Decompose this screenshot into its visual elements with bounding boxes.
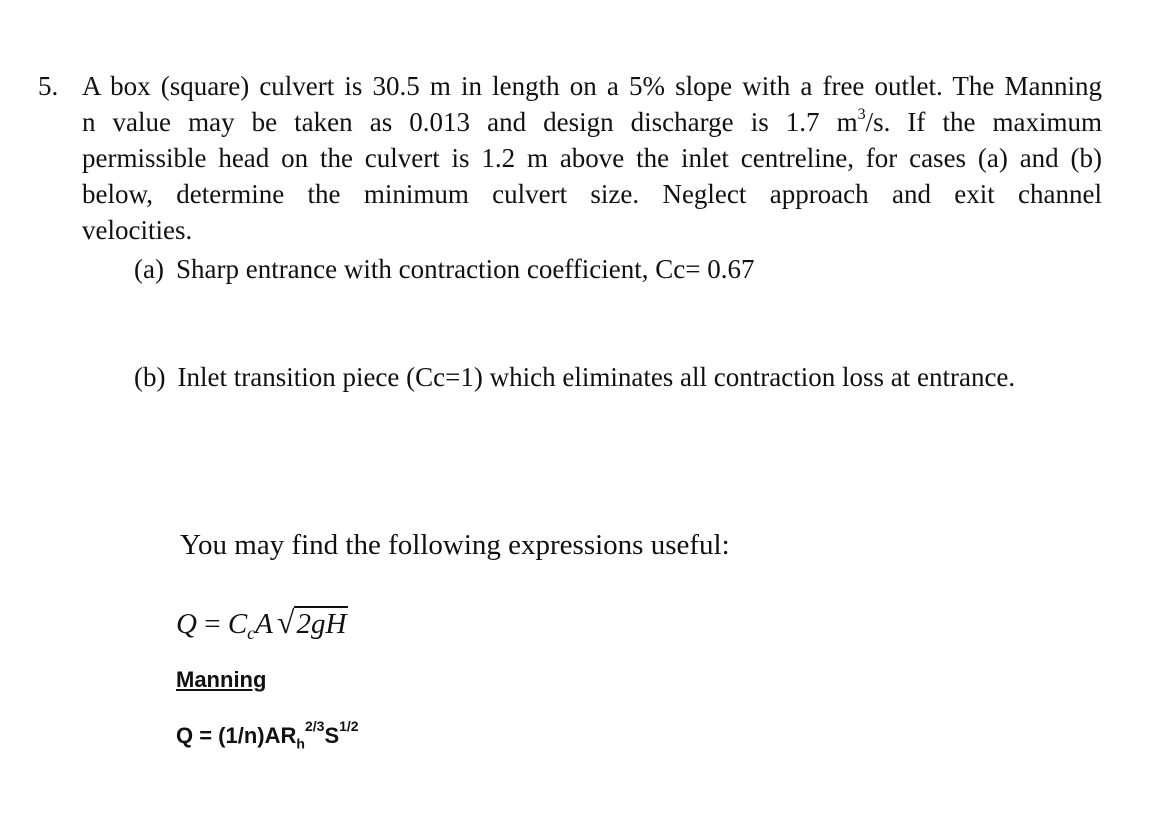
orifice-equation (176, 604, 348, 645)
case-a-label: (a) (134, 254, 164, 284)
question-line-4: below, determine the minimum culvert size. Neglect approach and exit channel (82, 179, 1102, 209)
manning-heading: Manning (176, 667, 267, 692)
case-b (134, 359, 1015, 395)
square-root (273, 604, 349, 642)
case-b-text: Inlet transition piece (Cc=1) which eliminates all contraction loss at entrance. (177, 362, 1016, 392)
hint-text: You may find the following expressions useful: (180, 529, 730, 561)
question-line-2-tail: /s. If the maximum (865, 107, 1102, 137)
case-a (134, 251, 755, 287)
eq2-s: S (324, 723, 340, 748)
eq1-lhs: Q (176, 608, 197, 640)
eq2-sub-h: h (296, 735, 305, 752)
eq2-prefix: Q = (1/n)AR (176, 723, 297, 748)
case-a-text: Sharp entrance with contraction coefficient, Cc= 0.67 (175, 254, 755, 284)
eq1-coef: C (227, 608, 248, 640)
eq1-coef-sub: c (247, 623, 256, 643)
question-line-1: A box (square) culvert is 30.5 m in length on a 5% slope with a free outlet. The Manning (82, 71, 1102, 101)
eq1-area: A (255, 608, 273, 640)
question-number: 5. (38, 71, 59, 101)
cubic-superscript: 3 (857, 106, 866, 123)
question-line-3: permissible head on the culvert is 1.2 m above the inlet centreline, for cases (a) and (b) (82, 143, 1102, 173)
manning-equation (176, 717, 359, 752)
question-line-2-head: n value may be taken as 0.013 and design discharge is 1.7 m (82, 107, 858, 137)
eq1-equals: = (204, 608, 221, 640)
question-text (82, 68, 1102, 248)
case-b-label: (b) (134, 362, 166, 392)
eq1-radicand: 2gH (296, 608, 347, 640)
question-line-5: velocities. (82, 215, 193, 245)
radical-sign-icon: √ (276, 604, 295, 640)
question-line-2 (82, 104, 1102, 140)
eq2-exp-1: 2/3 (304, 717, 325, 734)
eq2-exp-2: 1/2 (339, 717, 359, 734)
